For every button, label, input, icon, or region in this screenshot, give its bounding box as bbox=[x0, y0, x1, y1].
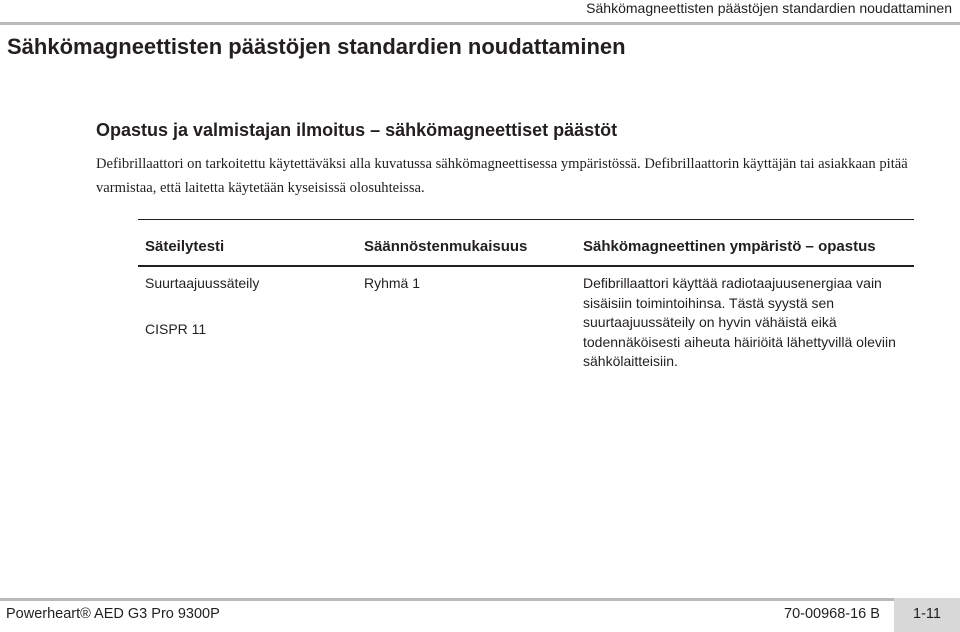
cell-test-name: Suurtaajuussäteily bbox=[145, 275, 260, 291]
section-heading: Opastus ja valmistajan ilmoitus – sähkömagneettiset päästöt bbox=[96, 120, 618, 140]
table-header-rule bbox=[138, 265, 914, 267]
footer-divider bbox=[0, 598, 960, 601]
cell-guidance: Defibrillaattori käyttää radiotaajuusenergiaa vain sisäisiin toimintoihinsa. Tästä syystä sen suurtaajuussäteily on hyvin vähäistä eikä todennäköisesti aiheuta häiriöitä lähettyvillä oleviin sähkölaitteisiin. bbox=[583, 275, 896, 369]
column-header-test: Säteilytesti bbox=[145, 238, 225, 255]
running-header: Sähkömagneettisten päästöjen standardien noudattaminen bbox=[586, 0, 952, 16]
page-number-box bbox=[894, 598, 960, 632]
cell-test-standard: CISPR 11 bbox=[145, 321, 207, 337]
cell-compliance: Ryhmä 1 bbox=[364, 275, 421, 291]
footer-product-name: Powerheart® AED G3 Pro 9300P bbox=[6, 606, 220, 622]
header-divider bbox=[0, 22, 960, 25]
column-header-guidance: Sähkömagneettinen ympäristö – opastus bbox=[583, 238, 876, 255]
page-number: 1-11 bbox=[913, 606, 941, 622]
table-top-rule bbox=[138, 219, 914, 220]
column-header-compliance: Säännöstenmukaisuus bbox=[364, 238, 528, 255]
chapter-title: Sähkömagneettisten päästöjen standardien noudattaminen bbox=[7, 34, 626, 59]
intro-paragraph: Defibrillaattori on tarkoitettu käytettäväksi alla kuvatussa sähkömagneettisessa ympäristössä. Defibrillaattorin käyttäjän tai asiakkaan pitää varmistaa, että laitetta käytetään kyseisissä olosuhteissa. bbox=[96, 156, 908, 196]
footer-document-number: 70-00968-16 B bbox=[784, 606, 880, 622]
